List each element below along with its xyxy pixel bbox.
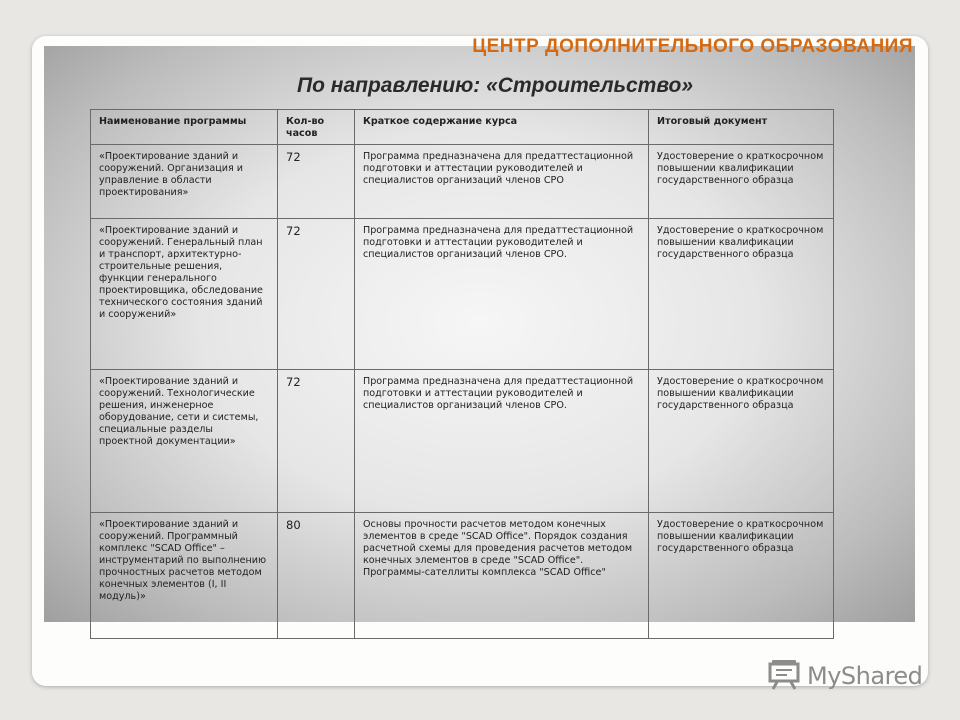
program-document: Удостоверение о краткосрочном повышении квалификации государственного образца: [649, 369, 834, 512]
program-document: Удостоверение о краткосрочном повышении квалификации государственного образца: [649, 218, 834, 369]
program-summary: Программа предназначена для предаттестационной подготовки и аттестации руководителей и специалистов организаций членов СРО.: [355, 369, 649, 512]
program-name: «Проектирование зданий и сооружений. Программный комплекс "SCAD Office" – инструментарий по выполнению прочностных расчетов методом конечных элементов (I, II модуль)»: [91, 512, 278, 638]
table-header-row: [91, 110, 834, 145]
program-document: Удостоверение о краткосрочном повышении квалификации государственного образца: [649, 144, 834, 218]
presentation-board-icon: [767, 658, 801, 695]
program-hours: 72: [278, 369, 355, 512]
column-header-summary: Краткое содержание курса: [355, 110, 649, 145]
center-title: ЦЕНТР ДОПОЛНИТЕЛЬНОГО ОБРАЗОВАНИЯ: [472, 36, 913, 57]
table-row: [91, 369, 834, 512]
program-summary: Основы прочности расчетов методом конечных элементов в среде "SCAD Office". Порядок создания расчетной схемы для проведения расчетов методом конечных элементов в среде "SCAD Office". Программы-сателлиты комплекса "SCAD Office": [355, 512, 649, 638]
program-hours: 72: [278, 218, 355, 369]
program-name: «Проектирование зданий и сооружений. Организация и управление в области проектирования»: [91, 144, 278, 218]
page-subtitle: По направлению: «Строительство»: [297, 74, 693, 97]
program-summary: Программа предназначена для предаттестационной подготовки и аттестации руководителей и специалистов организаций членов СРО.: [355, 218, 649, 369]
column-header-name: Наименование программы: [91, 110, 278, 145]
table-row: [91, 512, 834, 638]
program-name: «Проектирование зданий и сооружений. Технологические решения, инженерное оборудование, сети и системы, специальные разделы проектной документации»: [91, 369, 278, 512]
program-hours: 72: [278, 144, 355, 218]
program-name: «Проектирование зданий и сооружений. Генеральный план и транспорт, архитектурно-строительные решения, функции генерального проектировщика, обследование технического состояния зданий и сооружений»: [91, 218, 278, 369]
programs-table: [90, 109, 834, 639]
column-header-hours: Кол-во часов: [278, 110, 355, 145]
table-row: [91, 144, 834, 218]
logo-text: MyShared: [807, 662, 923, 690]
program-document: Удостоверение о краткосрочном повышении квалификации государственного образца: [649, 512, 834, 638]
column-header-document: Итоговый документ: [649, 110, 834, 145]
program-summary: Программа предназначена для предаттестационной подготовки и аттестации руководителей и специалистов организаций членов СРО: [355, 144, 649, 218]
myshared-logo[interactable]: [767, 656, 927, 696]
table-row: [91, 218, 834, 369]
program-hours: 80: [278, 512, 355, 638]
